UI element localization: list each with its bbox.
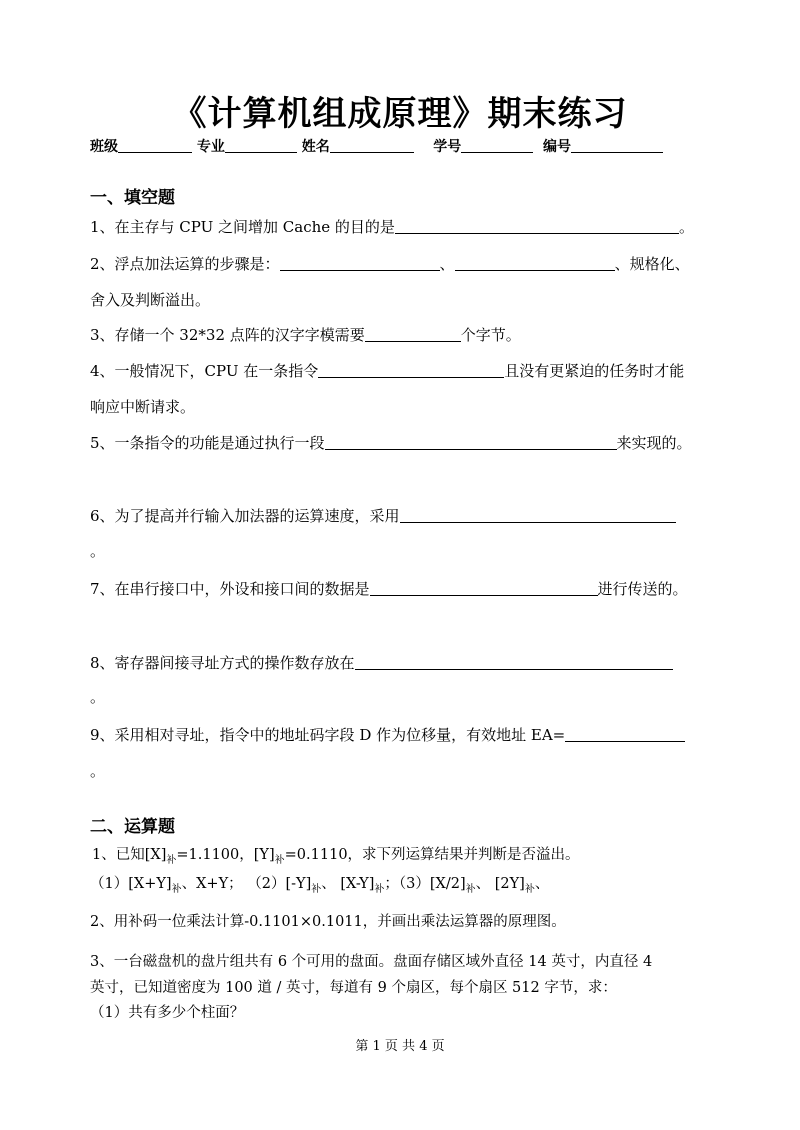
problem-3-line1: 3、一台磁盘机的盘片组共有 6 个可用的盘面。盘面存储区域外直径 14 英寸，内直径 4 bbox=[90, 954, 653, 970]
q2-text: 2、浮点加法运算的步骤是： bbox=[90, 255, 280, 273]
q5-blank[interactable] bbox=[325, 434, 617, 450]
question-8-line2: 。 bbox=[90, 688, 106, 706]
p1-text-c: =0.1110，求下列运算结果并判断是否溢出。 bbox=[284, 847, 580, 863]
q5-after: 来实现的。 bbox=[616, 434, 692, 452]
problem-1 bbox=[92, 843, 580, 866]
p1b-text-c: 、 [X-Y] bbox=[321, 876, 375, 892]
problem-3-line2: 英寸，已知道密度为 100 道 / 英寸，每道有 9 个扇区，每个扇区 512 字节，求： bbox=[90, 980, 617, 996]
q7-text: 7、在串行接口中，外设和接口间的数据是 bbox=[90, 580, 370, 598]
major-blank[interactable] bbox=[225, 138, 297, 153]
question-9-line2: 。 bbox=[90, 762, 106, 780]
q4-blank[interactable] bbox=[318, 362, 504, 378]
section-fill-in-heading: 一、填空题 bbox=[90, 188, 175, 208]
q4-text: 4、一般情况下，CPU 在一条指令 bbox=[90, 362, 319, 380]
q2-mid: 、 bbox=[439, 255, 455, 273]
question-2 bbox=[90, 253, 690, 274]
question-7 bbox=[90, 578, 688, 599]
q3-blank[interactable] bbox=[365, 326, 461, 342]
q2-blank-1[interactable] bbox=[280, 255, 440, 271]
question-3 bbox=[90, 324, 521, 345]
q9-blank[interactable] bbox=[565, 726, 685, 742]
page-footer: 第 1 页 共 4 页 bbox=[355, 1039, 445, 1054]
q6-blank[interactable] bbox=[400, 507, 676, 523]
number-label: 编号 bbox=[543, 139, 571, 155]
p1b-sub-5: 补 bbox=[524, 883, 535, 895]
q2-after: 、规格化、 bbox=[614, 255, 690, 273]
p1b-sub-2: 补 bbox=[311, 883, 322, 895]
major-label: 专业 bbox=[196, 139, 225, 155]
p1b-sub-3: 补 bbox=[374, 883, 385, 895]
number-blank[interactable] bbox=[571, 138, 663, 153]
q3-text: 3、存储一个 32*32 点阵的汉字字模需要 bbox=[90, 326, 365, 344]
problem-1-parts bbox=[90, 872, 549, 895]
q3-after: 个字节。 bbox=[460, 326, 521, 344]
question-4-line2: 响应中断请求。 bbox=[90, 398, 196, 416]
q1-text: 1、在主存与 CPU 之间增加 Cache 的目的是 bbox=[90, 218, 395, 236]
id-blank[interactable] bbox=[461, 138, 533, 153]
question-6 bbox=[90, 505, 676, 526]
question-4 bbox=[90, 360, 684, 381]
problem-3-line3: （1）共有多少个柱面？ bbox=[90, 1005, 245, 1021]
p1b-text-b: 、X+Y； （2）[-Y] bbox=[181, 876, 312, 892]
q7-after: 进行传送的。 bbox=[597, 580, 688, 598]
q6-text: 6、为了提高并行输入加法器的运算速度，采用 bbox=[90, 507, 400, 525]
p1-sub-1: 补 bbox=[166, 854, 177, 866]
student-info-line bbox=[90, 136, 663, 156]
p1-text-b: =1.1100，[Y] bbox=[176, 847, 275, 863]
id-label: 学号 bbox=[433, 139, 462, 155]
question-5 bbox=[90, 432, 692, 453]
p1b-text-d: ；（3）[X/2] bbox=[384, 876, 466, 892]
p1b-text-e: 、 [2Y] bbox=[475, 876, 525, 892]
q9-text: 9、采用相对寻址，指令中的地址码字段 D 作为位移量，有效地址 EA= bbox=[90, 726, 566, 744]
p1b-text-a: （1）[X+Y] bbox=[90, 876, 172, 892]
p1b-sub-1: 补 bbox=[171, 883, 182, 895]
q4-after: 且没有更紧迫的任务时才能 bbox=[504, 362, 685, 380]
name-label: 姓名 bbox=[301, 139, 330, 155]
p1b-sub-4: 补 bbox=[465, 883, 476, 895]
section-calculation-heading: 二、运算题 bbox=[90, 817, 175, 837]
p1b-text-f: 、 bbox=[534, 876, 550, 892]
class-label: 班级 bbox=[90, 139, 118, 155]
q7-blank[interactable] bbox=[370, 580, 598, 596]
question-2-line2: 舍入及判断溢出。 bbox=[90, 291, 211, 309]
name-blank[interactable] bbox=[330, 138, 414, 153]
q5-text: 5、一条指令的功能是通过执行一段 bbox=[90, 434, 325, 452]
question-8 bbox=[90, 652, 673, 673]
q2-blank-2[interactable] bbox=[455, 255, 615, 271]
question-1 bbox=[90, 216, 694, 237]
question-9 bbox=[90, 724, 685, 745]
q1-blank[interactable] bbox=[395, 218, 679, 234]
p1-sub-2: 补 bbox=[274, 854, 285, 866]
q8-blank[interactable] bbox=[355, 654, 673, 670]
p1-text-a: 1、已知[X] bbox=[92, 847, 167, 863]
q8-text: 8、寄存器间接寻址方式的操作数存放在 bbox=[90, 654, 355, 672]
class-blank[interactable] bbox=[118, 138, 192, 153]
page-title: 《计算机组成原理》期末练习 bbox=[172, 94, 628, 134]
q1-end: 。 bbox=[678, 218, 694, 236]
problem-2: 2、用补码一位乘法计算-0.1101×0.1011，并画出乘法运算器的原理图。 bbox=[90, 914, 566, 930]
question-6-line2: 。 bbox=[90, 542, 106, 560]
